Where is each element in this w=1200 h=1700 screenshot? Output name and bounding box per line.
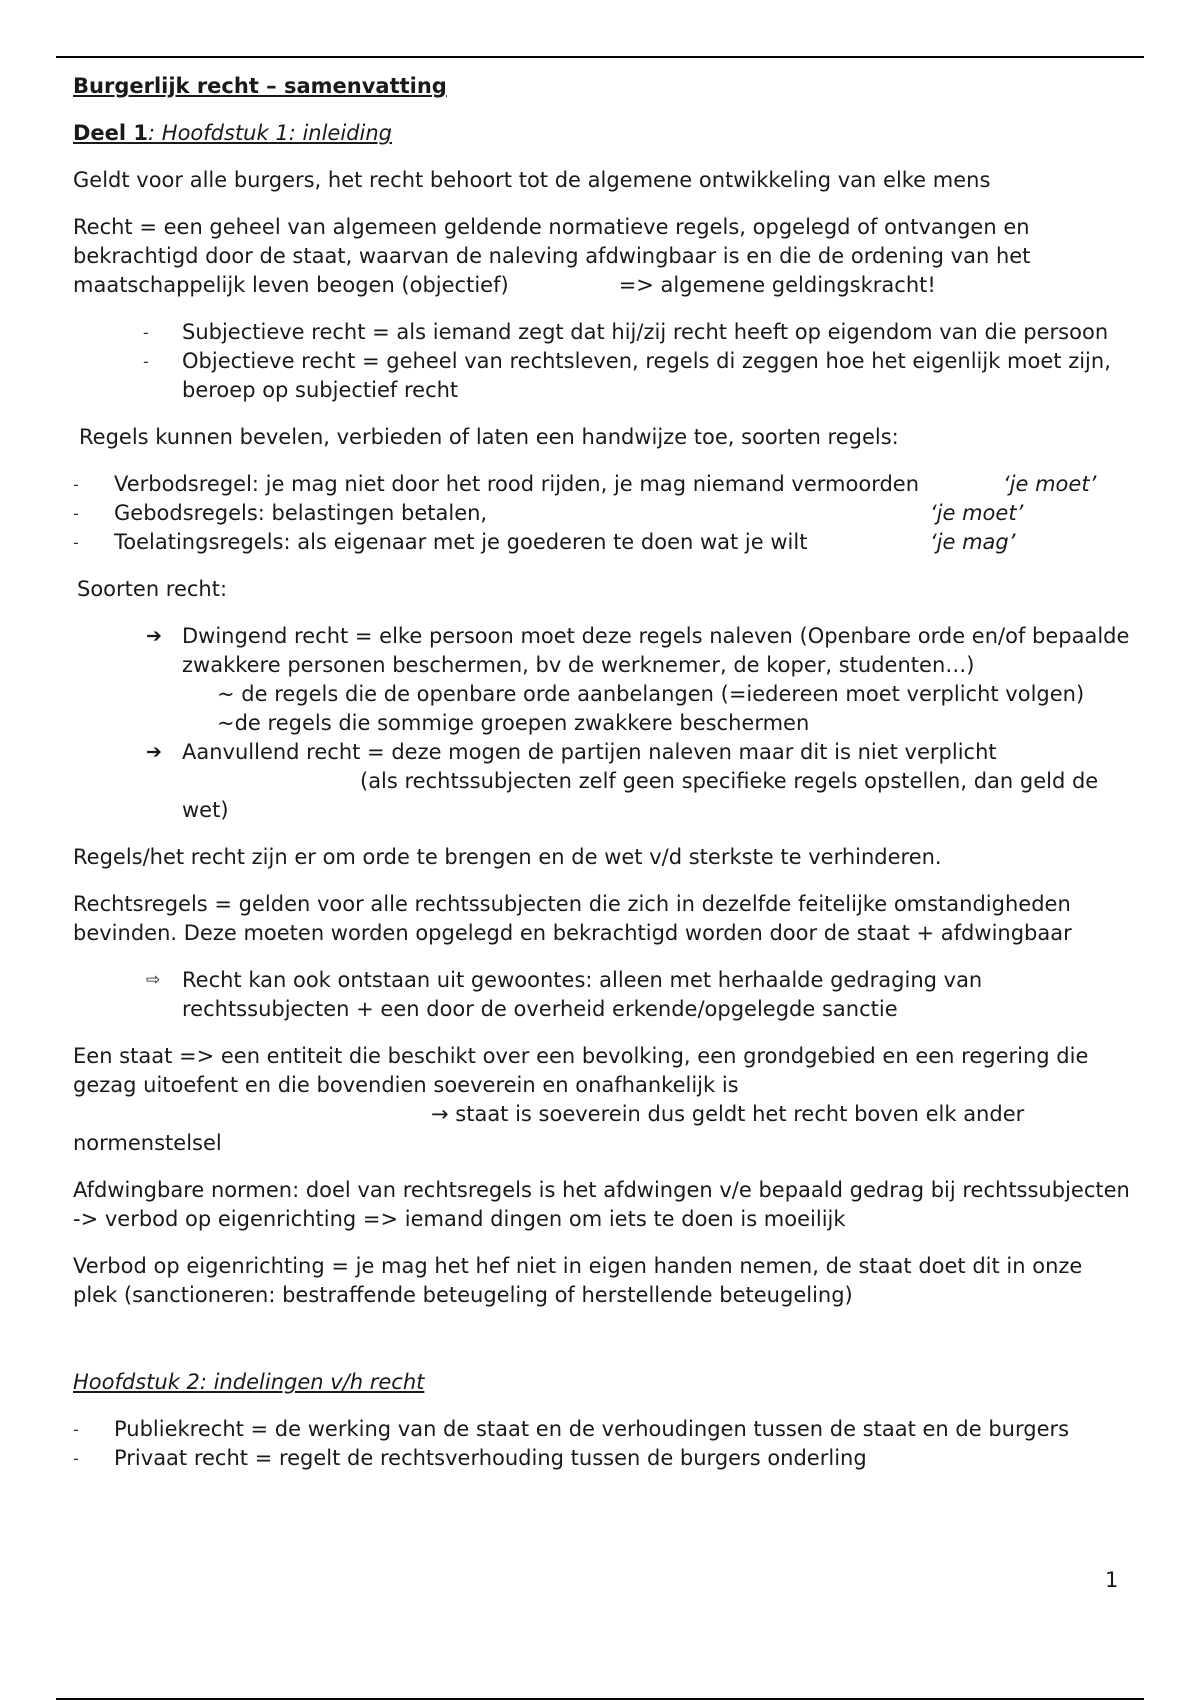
- list-item: - Objectieve recht = geheel van rechtsleven, regels di zeggen hoe het eigenlijk moet zijn, beroep op subjectief recht: [143, 349, 1111, 402]
- regels-intro: Regels kunnen bevelen, verbieden of laten een handwijze toe, soorten regels:: [79, 425, 899, 449]
- list-item: - Toelatingsregels: als eigenaar met je goederen te doen wat je wilt ‘je mag’: [73, 528, 1133, 557]
- recht-types-list: [73, 318, 1133, 405]
- recht-definition: Recht = een geheel van algemeen geldende normatieve regels, opgelegd of ontvangen en bekrachtigd door de staat, waarvan de naleving afdwingbaar is en die de ordening van het maatschappelijk leven beogen (objectief) => algemene geldingskracht!: [73, 215, 1031, 297]
- staat-paragraph: Een staat => een entiteit die beschikt over een bevolking, een grondgebied en een regering die gezag uitoefent en die bovendien soeverein en onafhankelijk is → staat is soeverein dus geldt het recht boven elk ander normenstelsel: [73, 1044, 1089, 1155]
- rechtsregels-paragraph: Rechtsregels = gelden voor alle rechtssubjecten die zich in dezelfde feitelijke omstandigheden bevinden. Deze moeten worden opgelegd en bekrachtigd worden door de staat + afdwingbaar: [73, 892, 1072, 945]
- soorten-intro: Soorten recht:: [77, 577, 228, 601]
- list-item: - Publiekrecht = de werking van de staat en de verhoudingen tussen de staat en de burgers: [73, 1415, 1133, 1444]
- dash-bullet-icon: -: [73, 475, 79, 494]
- dash-bullet-icon: -: [73, 1420, 79, 1439]
- regels-list: [73, 470, 1133, 557]
- list-item: - Verbodsregel: je mag niet door het rood rijden, je mag niemand vermoorden ‘je moet’: [73, 470, 1133, 499]
- hollow-arrow-icon: ⇨: [146, 970, 161, 990]
- arrow-right-icon: ➔: [146, 625, 162, 647]
- eigenrichting-paragraph: Verbod op eigenrichting = je mag het hef niet in eigen handen nemen, de staat doet dit in onze plek (sanctioneren: bestraffende beteugeling of herstellende beteugeling): [73, 1254, 1083, 1307]
- dash-bullet-icon: -: [143, 323, 149, 342]
- chapter-2-heading: Hoofdstuk 2: indelingen v/h recht: [73, 1370, 425, 1394]
- intro-paragraph: Geldt voor alle burgers, het recht behoort tot de algemene ontwikkeling van elke mens: [73, 168, 991, 192]
- dash-bullet-icon: -: [73, 504, 79, 523]
- dash-bullet-icon: -: [73, 533, 79, 552]
- list-item: - Privaat recht = regelt de rechtsverhouding tussen de burgers onderling: [73, 1444, 1133, 1473]
- dash-bullet-icon: -: [143, 352, 149, 371]
- list-item: ➔ Dwingend recht = elke persoon moet deze regels naleven (Openbare orde en/of bepaalde zwakkere personen beschermen, bv de werknemer, de koper, studenten…) ~ de regels die de openbare orde aanbelangen (=iedereen moet verplicht volgen) ~de regels die sommige groepen zwakkere beschermen: [146, 624, 1130, 735]
- list-item: - Gebodsregels: belastingen betalen, ‘je moet’: [73, 499, 1133, 528]
- top-rule: [56, 56, 1144, 58]
- page-number: 1: [1105, 1568, 1119, 1592]
- list-item: - Subjectieve recht = als iemand zegt dat hij/zij recht heeft op eigendom van die persoon: [73, 318, 1133, 347]
- document-body: [73, 72, 1133, 1491]
- document-title: Burgerlijk recht – samenvatting: [73, 74, 447, 98]
- orde-paragraph: Regels/het recht zijn er om orde te brengen en de wet v/d sterkste te verhinderen.: [73, 845, 942, 869]
- list-item: ⇨ Recht kan ook ontstaan uit gewoontes: alleen met herhaalde gedraging van rechtssubjecten + een door de overheid erkende/opgelegde sanctie: [146, 968, 983, 1021]
- dash-bullet-icon: -: [73, 1449, 79, 1468]
- indeling-list: [73, 1415, 1133, 1473]
- afdwingbare-paragraph: Afdwingbare normen: doel van rechtsregels is het afdwingen v/e bepaald gedrag bij rechtssubjecten -> verbod op eigenrichting => iemand dingen om iets te doen is moeilijk: [73, 1178, 1130, 1231]
- soorten-list: [73, 622, 1133, 825]
- arrow-right-icon: ➔: [146, 741, 162, 763]
- deel-heading: Deel 1: Hoofdstuk 1: inleiding: [73, 121, 392, 145]
- list-item: ➔ Aanvullend recht = deze mogen de partijen naleven maar dit is niet verplicht (als rechtssubjecten zelf geen specifieke regels opstellen, dan geld de wet): [146, 740, 1099, 822]
- gewoonte-list: [73, 966, 1133, 1024]
